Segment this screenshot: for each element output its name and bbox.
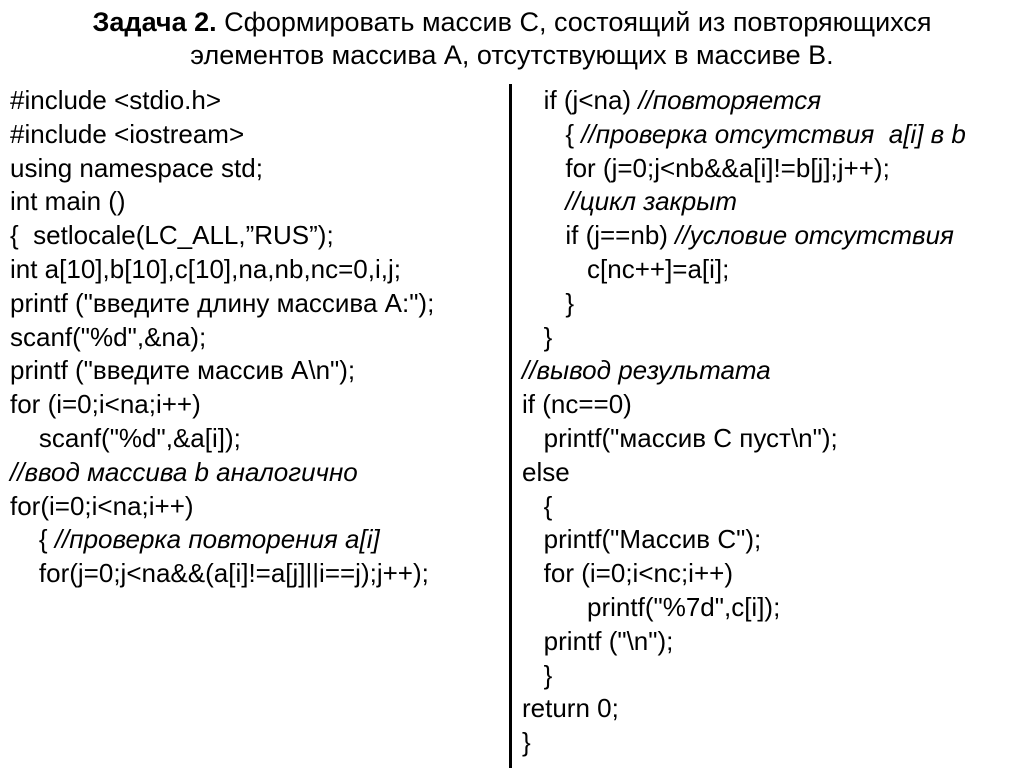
code-line xyxy=(522,726,1017,760)
code-text: } xyxy=(522,659,553,690)
code-comment: //вывод результата xyxy=(522,355,771,386)
code-comment: //цикл закрыт xyxy=(522,186,738,217)
code-line xyxy=(10,557,502,591)
code-text: scanf("%d",&na); xyxy=(10,321,207,352)
code-text: printf ("\n"); xyxy=(522,625,674,656)
title-line-2: элементов массива А, отсутствующих в массиве В. xyxy=(190,40,834,70)
task-title xyxy=(0,6,1024,72)
code-line xyxy=(522,388,1017,422)
title-line-1 xyxy=(0,6,1024,39)
code-text: { xyxy=(10,524,55,555)
code-text: for(j=0;j<na&&(a[i]!=a[j]||i==j);j++); xyxy=(10,558,429,589)
code-line xyxy=(10,185,502,219)
code-line xyxy=(522,152,1017,186)
code-line xyxy=(522,219,1017,253)
code-line xyxy=(10,253,502,287)
code-text: for (j=0;j<nb&&a[i]!=b[j];j++); xyxy=(522,152,890,183)
code-text: #include <iostream> xyxy=(10,118,245,149)
code-text: { setlocale(LC_ALL,”RUS”); xyxy=(10,220,334,251)
code-line xyxy=(10,490,502,524)
code-comment: //повторяется xyxy=(638,85,822,115)
code-comment: //ввод массива b аналогично xyxy=(10,456,358,487)
code-line xyxy=(10,456,502,490)
code-line xyxy=(10,118,502,152)
code-line xyxy=(10,422,502,456)
code-column-left xyxy=(10,84,502,591)
code-text: if (nc==0) xyxy=(522,389,632,420)
code-comment: //проверка отсутствия a[i] в b xyxy=(581,118,966,149)
code-line xyxy=(522,84,1017,118)
code-line xyxy=(522,523,1017,557)
code-text: return 0; xyxy=(522,693,619,724)
code-column-right xyxy=(522,84,1017,760)
code-line xyxy=(522,321,1017,355)
code-text: using namespace std; xyxy=(10,152,263,183)
code-text: scanf("%d",&a[i]); xyxy=(10,422,241,453)
code-text: if (j<na) xyxy=(522,85,639,115)
code-line xyxy=(522,422,1017,456)
code-comment: //условие отсутствия xyxy=(675,220,954,251)
task-text-1: Сформировать массив С, состоящий из повторяющихся xyxy=(216,7,932,37)
code-text: c[nc++]=a[i]; xyxy=(522,253,730,284)
code-line xyxy=(10,388,502,422)
code-line xyxy=(522,287,1017,321)
code-line xyxy=(522,659,1017,693)
code-line xyxy=(522,557,1017,591)
code-text: for(i=0;i<na;i++) xyxy=(10,490,194,521)
code-line xyxy=(522,118,1017,152)
code-line xyxy=(10,84,502,118)
code-line xyxy=(522,185,1017,219)
code-line xyxy=(522,692,1017,726)
code-line xyxy=(10,354,502,388)
code-text: else xyxy=(522,456,570,487)
code-line xyxy=(522,253,1017,287)
code-text: for (i=0;i<nc;i++) xyxy=(522,558,733,589)
task-label: Задача 2. xyxy=(92,7,217,37)
code-line xyxy=(522,456,1017,490)
code-line xyxy=(522,591,1017,625)
code-line xyxy=(10,219,502,253)
code-line xyxy=(10,152,502,186)
code-text: } xyxy=(522,727,531,758)
code-text: } xyxy=(522,287,575,318)
code-text: printf("%7d",c[i]); xyxy=(522,591,781,622)
code-line xyxy=(522,490,1017,524)
code-text: printf ("введите массив А\n"); xyxy=(10,355,356,386)
code-text: int a[10],b[10],c[10],na,nb,nc=0,i,j; xyxy=(10,253,401,284)
code-line xyxy=(522,354,1017,388)
code-text: int main () xyxy=(10,186,126,217)
code-text: printf("Массив С"); xyxy=(522,524,762,555)
code-text: } xyxy=(522,321,553,352)
code-text: printf ("введите длину массива А:"); xyxy=(10,287,435,318)
code-comment: //проверка повторения a[i] xyxy=(54,524,380,555)
code-text: printf("массив С пуст\n"); xyxy=(522,422,838,453)
code-text: for (i=0;i<na;i++) xyxy=(10,389,201,420)
code-text: if (j==nb) xyxy=(522,220,676,251)
code-line xyxy=(10,321,502,355)
code-line xyxy=(522,625,1017,659)
code-text: #include <stdio.h> xyxy=(10,85,222,115)
column-divider xyxy=(509,84,512,768)
code-text: { xyxy=(522,490,553,521)
code-line xyxy=(10,523,502,557)
code-text: { xyxy=(522,118,582,149)
code-line xyxy=(10,287,502,321)
